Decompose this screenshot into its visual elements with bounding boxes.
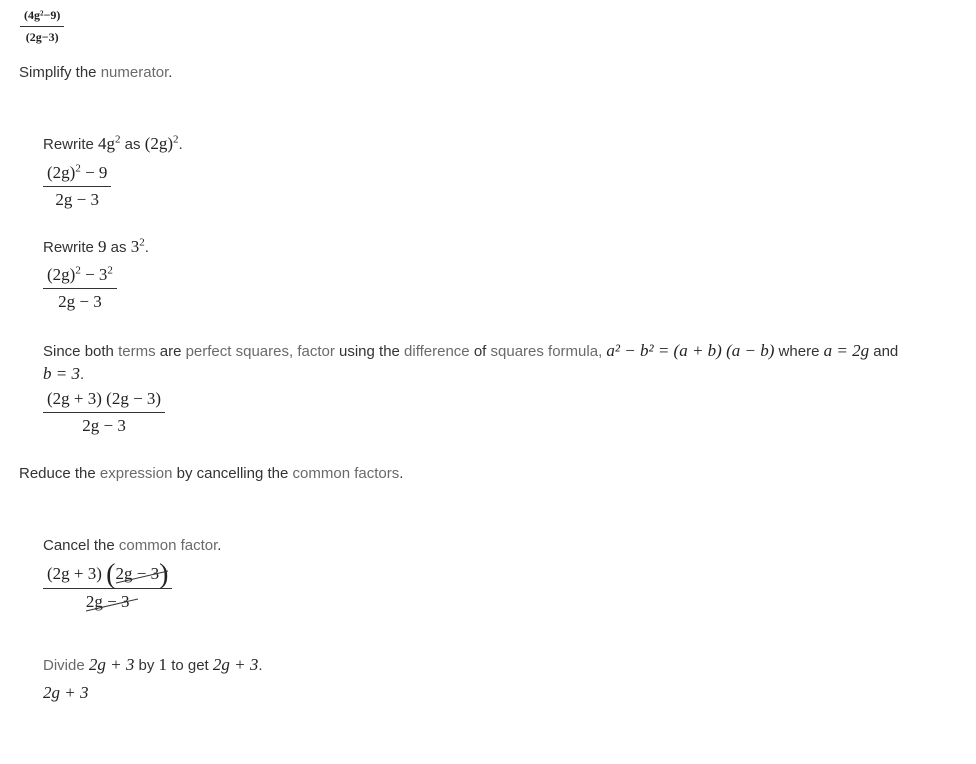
fraction-step1a: $(2g)^2 - 9$ 2g − 3 [43, 163, 111, 210]
header-fraction [20, 8, 64, 45]
cancelled-factor-denominator: 2g − 3 [86, 592, 130, 612]
cancelled-factor-numerator: 2g − 3 [116, 564, 160, 584]
link-perfect-squares[interactable]: perfect squares, [185, 343, 294, 360]
step-simplify-numerator: Simplify the numerator. [19, 64, 173, 81]
link-common-factors[interactable]: common factors [292, 465, 400, 482]
step-reduce-expression: Reduce the expression by cancelling the common factors. [19, 465, 404, 482]
substep-b-equals-3: b = 3. [43, 364, 85, 383]
substep-cancel-common-factor: Cancel the common factor. [43, 537, 222, 554]
substep-difference-of-squares: Since both terms are perfect squares, factor using the difference of squares formula, a² − b² = (a + b) (a − b) where a = 2g and [43, 341, 899, 360]
fraction-step1c: (2g + 3) (2g − 3) 2g − 3 [43, 389, 165, 436]
link-common-factor[interactable]: common factor [118, 537, 218, 554]
final-result: 2g + 3 [43, 683, 89, 702]
substep-rewrite-9: Rewrite 9 as $3^2$. [43, 236, 149, 256]
fraction-step1b: $(2g)^2 - 3^2$ 2g − 3 [43, 265, 117, 312]
substep-divide: Divide 2g + 3 by 1 to get 2g + 3. [43, 655, 263, 674]
substep-rewrite-4g2: Rewrite $4g^2$ as $(2g)^2$. [43, 133, 183, 153]
header-numerator: (4g²−9) [24, 8, 61, 22]
link-numerator[interactable]: numerator [100, 64, 169, 81]
link-divide[interactable]: Divide [43, 657, 85, 674]
fraction-cancel: (2g + 3) (2g − 3 ) 2g − 3 [43, 564, 172, 612]
link-squares-formula[interactable]: squares formula, [490, 343, 603, 360]
link-terms[interactable]: terms [118, 343, 156, 360]
link-factor[interactable]: factor [297, 343, 335, 360]
link-expression[interactable]: expression [99, 465, 173, 482]
link-difference[interactable]: difference [404, 343, 470, 360]
header-denominator: (2g−3) [25, 30, 59, 44]
